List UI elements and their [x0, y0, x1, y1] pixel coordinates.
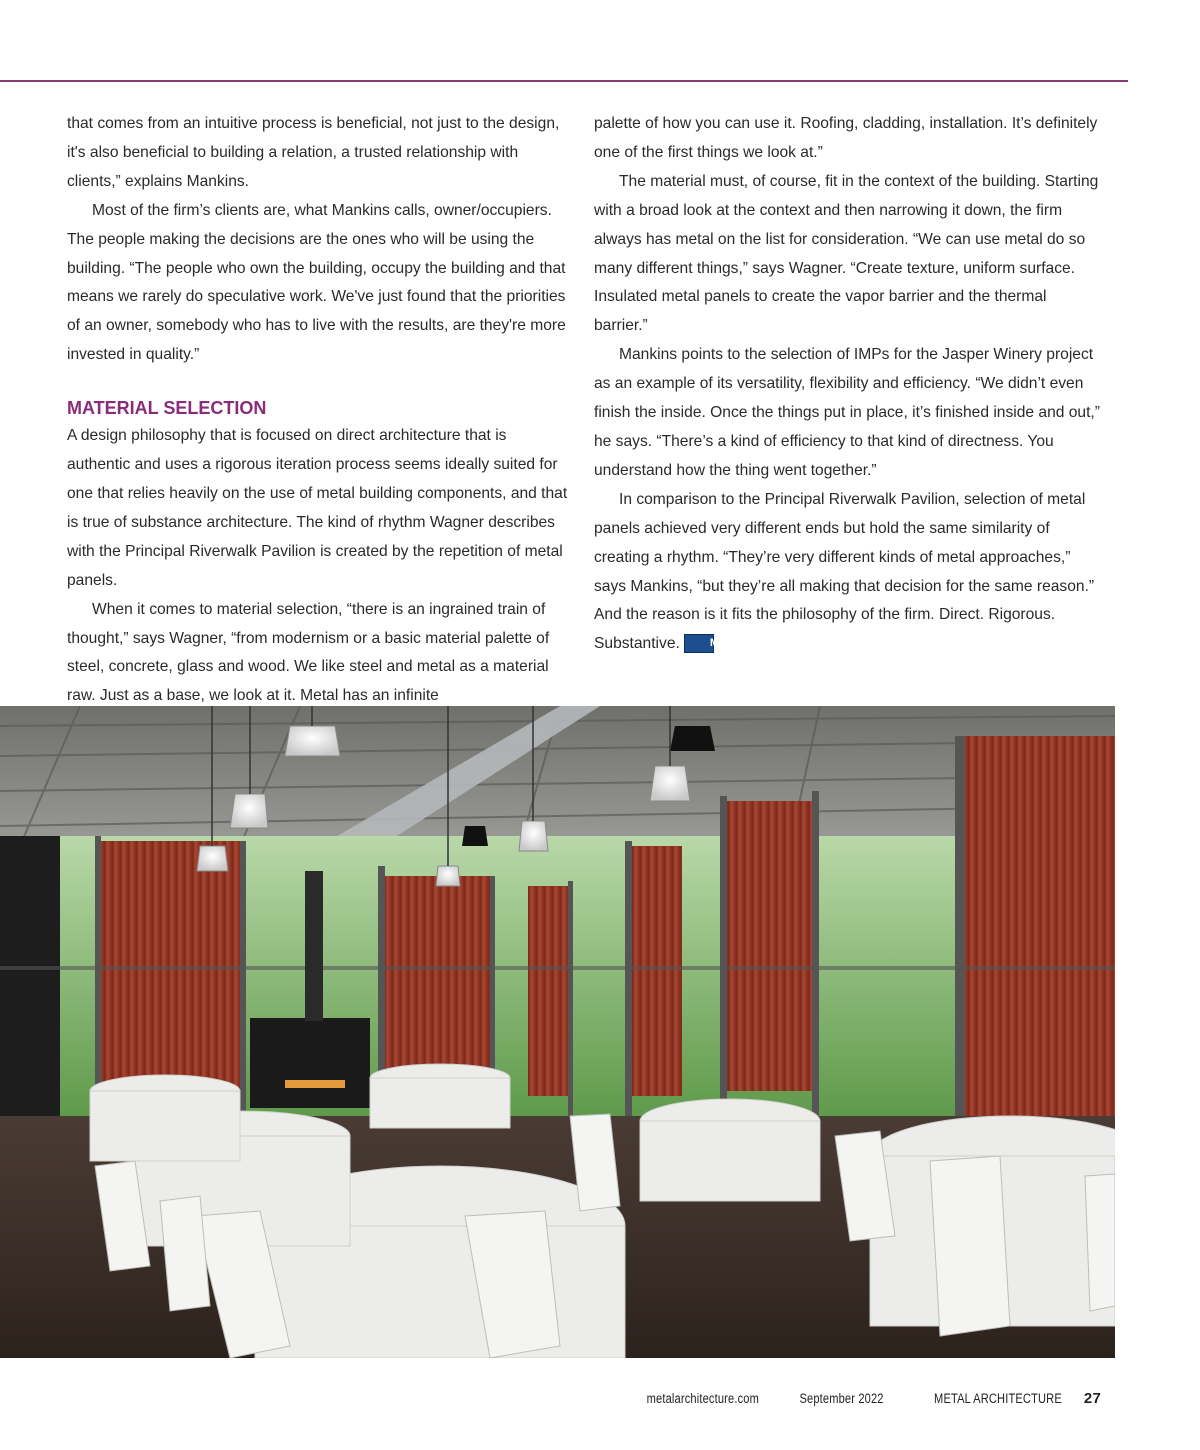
paragraph: The material must, of course, fit in the context of the building. Starting with a broad look at the context and then narrowing it down, the firm always has metal on the list for consideration. “We can use metal do so many different things,” says Wagner. “Create texture, uniform surface. Insulated metal panels to create the vapor barrier and the thermal barrier.” — [594, 172, 1099, 335]
paragraph: palette of how you can use it. Roofing, cladding, installation. It’s definitely one of the first things we look at.” — [594, 115, 1098, 161]
page-footer — [622, 1390, 1101, 1410]
footer-magazine: METAL ARCHITECTURE — [934, 1391, 1062, 1406]
paragraph: that comes from an intuitive process is beneficial, not just to the design, it's also beneficial to building a relation, a trusted relationship with clients,” explains Mankins. — [67, 115, 560, 190]
end-mark-logo: Ma — [684, 634, 714, 653]
page-number: 27 — [1083, 1390, 1101, 1407]
section-heading: MATERIAL SELECTION — [67, 398, 267, 419]
paragraph: Most of the firm’s clients are, what Mankins calls, owner/occupiers. The people making the decisions are the ones who will be using the building. “The people who own the building, occupy the building and that means we rarely do speculative work. We've just found that the priorities of an owner, somebody who has to live with the results, are they're more invested in quality.” — [67, 201, 566, 364]
paragraph-text: In comparison to the Principal Riverwalk Pavilion, selection of metal panels achieved very different ends but hold the same similarity of creating a rhythm. “They’re very different kinds of metal approaches,” says Mankins, “but they’re all making that decision for the same reason.” And the reason is it fits the philosophy of the firm. Direct. Rigorous. Substantive. — [594, 490, 1095, 653]
paragraph-final — [594, 486, 1100, 659]
paragraph: A design philosophy that is focused on direct architecture that is authentic and uses a rigorous iteration process seems ideally suited for one that relies heavily on the use of metal building components, and that is true of substance architecture. The kind of rhythm Wagner describes with the Principal Riverwalk Pavilion is created by the repetition of metal panels. — [67, 427, 568, 589]
paragraph: When it comes to material selection, “there is an ingrained train of thought,” says Wagner, “from modernism or a basic material palette of steel, concrete, glass and wood. We like steel and metal as a material raw. Just as a base, we look at it. Metal has an infinite — [67, 600, 550, 705]
left-column — [67, 110, 573, 711]
right-column — [594, 110, 1100, 659]
footer-website: metalarchitecture.com — [647, 1391, 760, 1406]
footer-issue: September 2022 — [799, 1391, 885, 1406]
pavilion-interior-photo — [0, 706, 1115, 1358]
header-rule — [0, 80, 1128, 82]
paragraph: Mankins points to the selection of IMPs for the Jasper Winery project as an example of its versatility, flexibility and efficiency. “We didn’t even finish the inside. Once the things put in place, it’s finished inside and out,” he says. “There’s a kind of efficiency to that kind of directness. You understand how the thing went together.” — [594, 346, 1100, 479]
